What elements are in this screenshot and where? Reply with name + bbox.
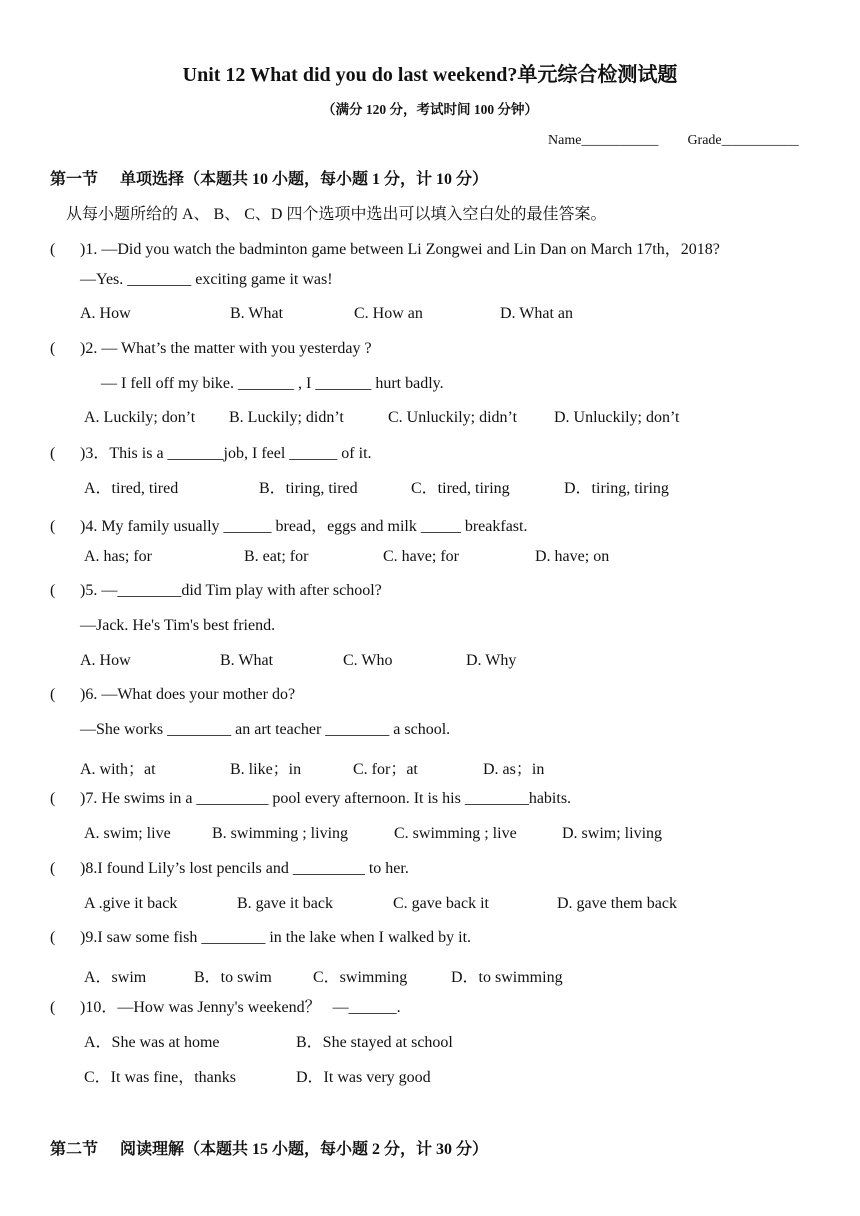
question-4	[50, 513, 527, 536]
q1-option-b: B. What	[230, 305, 284, 322]
q9-option-b: B．to swim	[194, 969, 272, 986]
q2-option-b: B. Luckily; didn’t	[229, 409, 344, 426]
exam-info: （满分 120 分，考试时间 100 分钟）	[322, 102, 538, 117]
question-text: )8.I found Lily’s lost pencils and _________ to her.	[80, 860, 409, 877]
question-text: )10．—How was Jenny's weekend？ —______.	[80, 999, 401, 1016]
q2-option-d: D. Unluckily; don’t	[554, 409, 680, 426]
q4-option-b: B. eat; for	[244, 548, 309, 565]
question-2-line2: — I fell off my bike. _______ , I _______ hurt badly.	[101, 375, 444, 392]
q9-option-c: C．swimming	[313, 969, 408, 986]
q3-option-a: A．tired, tired	[84, 480, 179, 497]
answer-paren: (	[50, 929, 56, 946]
q10-option-c: C．It was fine，thanks	[84, 1069, 236, 1086]
q8-option-a: A .give it back	[84, 895, 178, 912]
q5-option-a: A. How	[80, 652, 131, 669]
answer-paren: (	[50, 518, 56, 535]
answer-paren: (	[50, 686, 56, 703]
answer-paren: (	[50, 582, 56, 599]
q1-option-c: C. How an	[354, 305, 423, 322]
question-text: )9.I saw some fish ________ in the lake when I walked by it.	[80, 929, 472, 946]
question-1	[50, 236, 720, 259]
q3-option-c: C．tired, tiring	[411, 480, 510, 497]
section1-title: 单项选择（本题共 10 小题，每小题 1 分，计 10 分）	[120, 171, 489, 188]
q8-option-b: B. gave it back	[237, 895, 333, 912]
q2-option-c: C. Unluckily; didn’t	[388, 409, 518, 426]
q10-option-a: A．She was at home	[84, 1034, 220, 1051]
q6-option-d: D. as；in	[483, 761, 545, 778]
q4-option-a: A. has; for	[84, 548, 152, 565]
question-text: )1. —Did you watch the badminton game between Li Zongwei and Lin Dan on March 17th，2018?	[80, 241, 720, 258]
q4-option-c: C. have; for	[383, 548, 459, 565]
answer-paren: (	[50, 860, 56, 877]
q7-option-d: D. swim; living	[562, 825, 663, 842]
q5-option-c: C. Who	[343, 652, 393, 669]
q7-option-c: C. swimming ; live	[394, 825, 517, 842]
question-text: )6. —What does your mother do?	[80, 686, 296, 703]
q4-option-d: D. have; on	[535, 548, 610, 565]
q7-option-a: A. swim; live	[84, 825, 171, 842]
answer-paren: (	[50, 241, 56, 258]
question-7	[50, 790, 571, 808]
q9-option-a: A．swim	[84, 969, 147, 986]
name-field-label: Name___________	[548, 133, 659, 148]
question-6	[50, 686, 295, 704]
q8-option-d: D. gave them back	[557, 895, 677, 912]
question-9	[50, 929, 471, 947]
q10-option-b: B．She stayed at school	[296, 1034, 453, 1051]
answer-paren: (	[50, 445, 56, 462]
q3-option-d: D．tiring, tiring	[564, 480, 669, 497]
q5-option-b: B. What	[220, 652, 274, 669]
q7-option-b: B. swimming ; living	[212, 825, 349, 842]
q6-option-a: A. with；at	[80, 761, 156, 778]
question-1-line2: —Yes. ________ exciting game it was!	[80, 271, 333, 288]
grade-field-label: Grade___________	[687, 133, 799, 148]
answer-paren: (	[50, 790, 56, 807]
question-8	[50, 860, 409, 878]
page-title: Unit 12 What did you do last weekend?单元综合检测试题	[182, 64, 678, 86]
question-10	[50, 994, 401, 1017]
question-6-line2: —She works ________ an art teacher ________ a school.	[80, 721, 451, 738]
question-text: )4. My family usually ______ bread，eggs and milk _____ breakfast.	[80, 518, 528, 535]
q8-option-c: C. gave back it	[393, 895, 489, 912]
section2-heading	[50, 1136, 488, 1159]
q6-option-b: B. like；in	[230, 761, 302, 778]
answer-paren: (	[50, 999, 56, 1016]
question-2	[50, 340, 372, 358]
question-text: )2. — What’s the matter with you yesterday ?	[80, 340, 372, 357]
question-5-line2: —Jack. He's Tim's best friend.	[80, 617, 276, 634]
name-grade-line	[548, 133, 799, 149]
question-3	[50, 440, 372, 463]
section1-number: 第一节	[50, 171, 99, 188]
q5-option-d: D. Why	[466, 652, 517, 669]
question-text: )7. He swims in a _________ pool every afternoon. It is his ________habits.	[80, 790, 572, 807]
section1-instruction: 从每小题所给的 A、 B、 C、D 四个选项中选出可以填入空白处的最佳答案。	[66, 206, 607, 223]
q3-option-b: B．tiring, tired	[259, 480, 358, 497]
q9-option-d: D．to swimming	[451, 969, 563, 986]
question-text: )5. —________did Tim play with after school?	[80, 582, 382, 599]
question-text: )3．This is a _______job, I feel ______ of it.	[80, 445, 372, 462]
q10-option-d: D．It was very good	[296, 1069, 431, 1086]
q1-option-d: D. What an	[500, 305, 574, 322]
answer-paren: (	[50, 340, 56, 357]
section2-title: 阅读理解（本题共 15 小题，每小题 2 分，计 30 分）	[120, 1141, 489, 1158]
section1-heading	[50, 166, 488, 189]
q6-option-c: C. for；at	[353, 761, 418, 778]
q2-option-a: A. Luckily; don’t	[84, 409, 196, 426]
section2-number: 第二节	[50, 1141, 99, 1158]
question-5	[50, 582, 382, 600]
q1-option-a: A. How	[80, 305, 131, 322]
